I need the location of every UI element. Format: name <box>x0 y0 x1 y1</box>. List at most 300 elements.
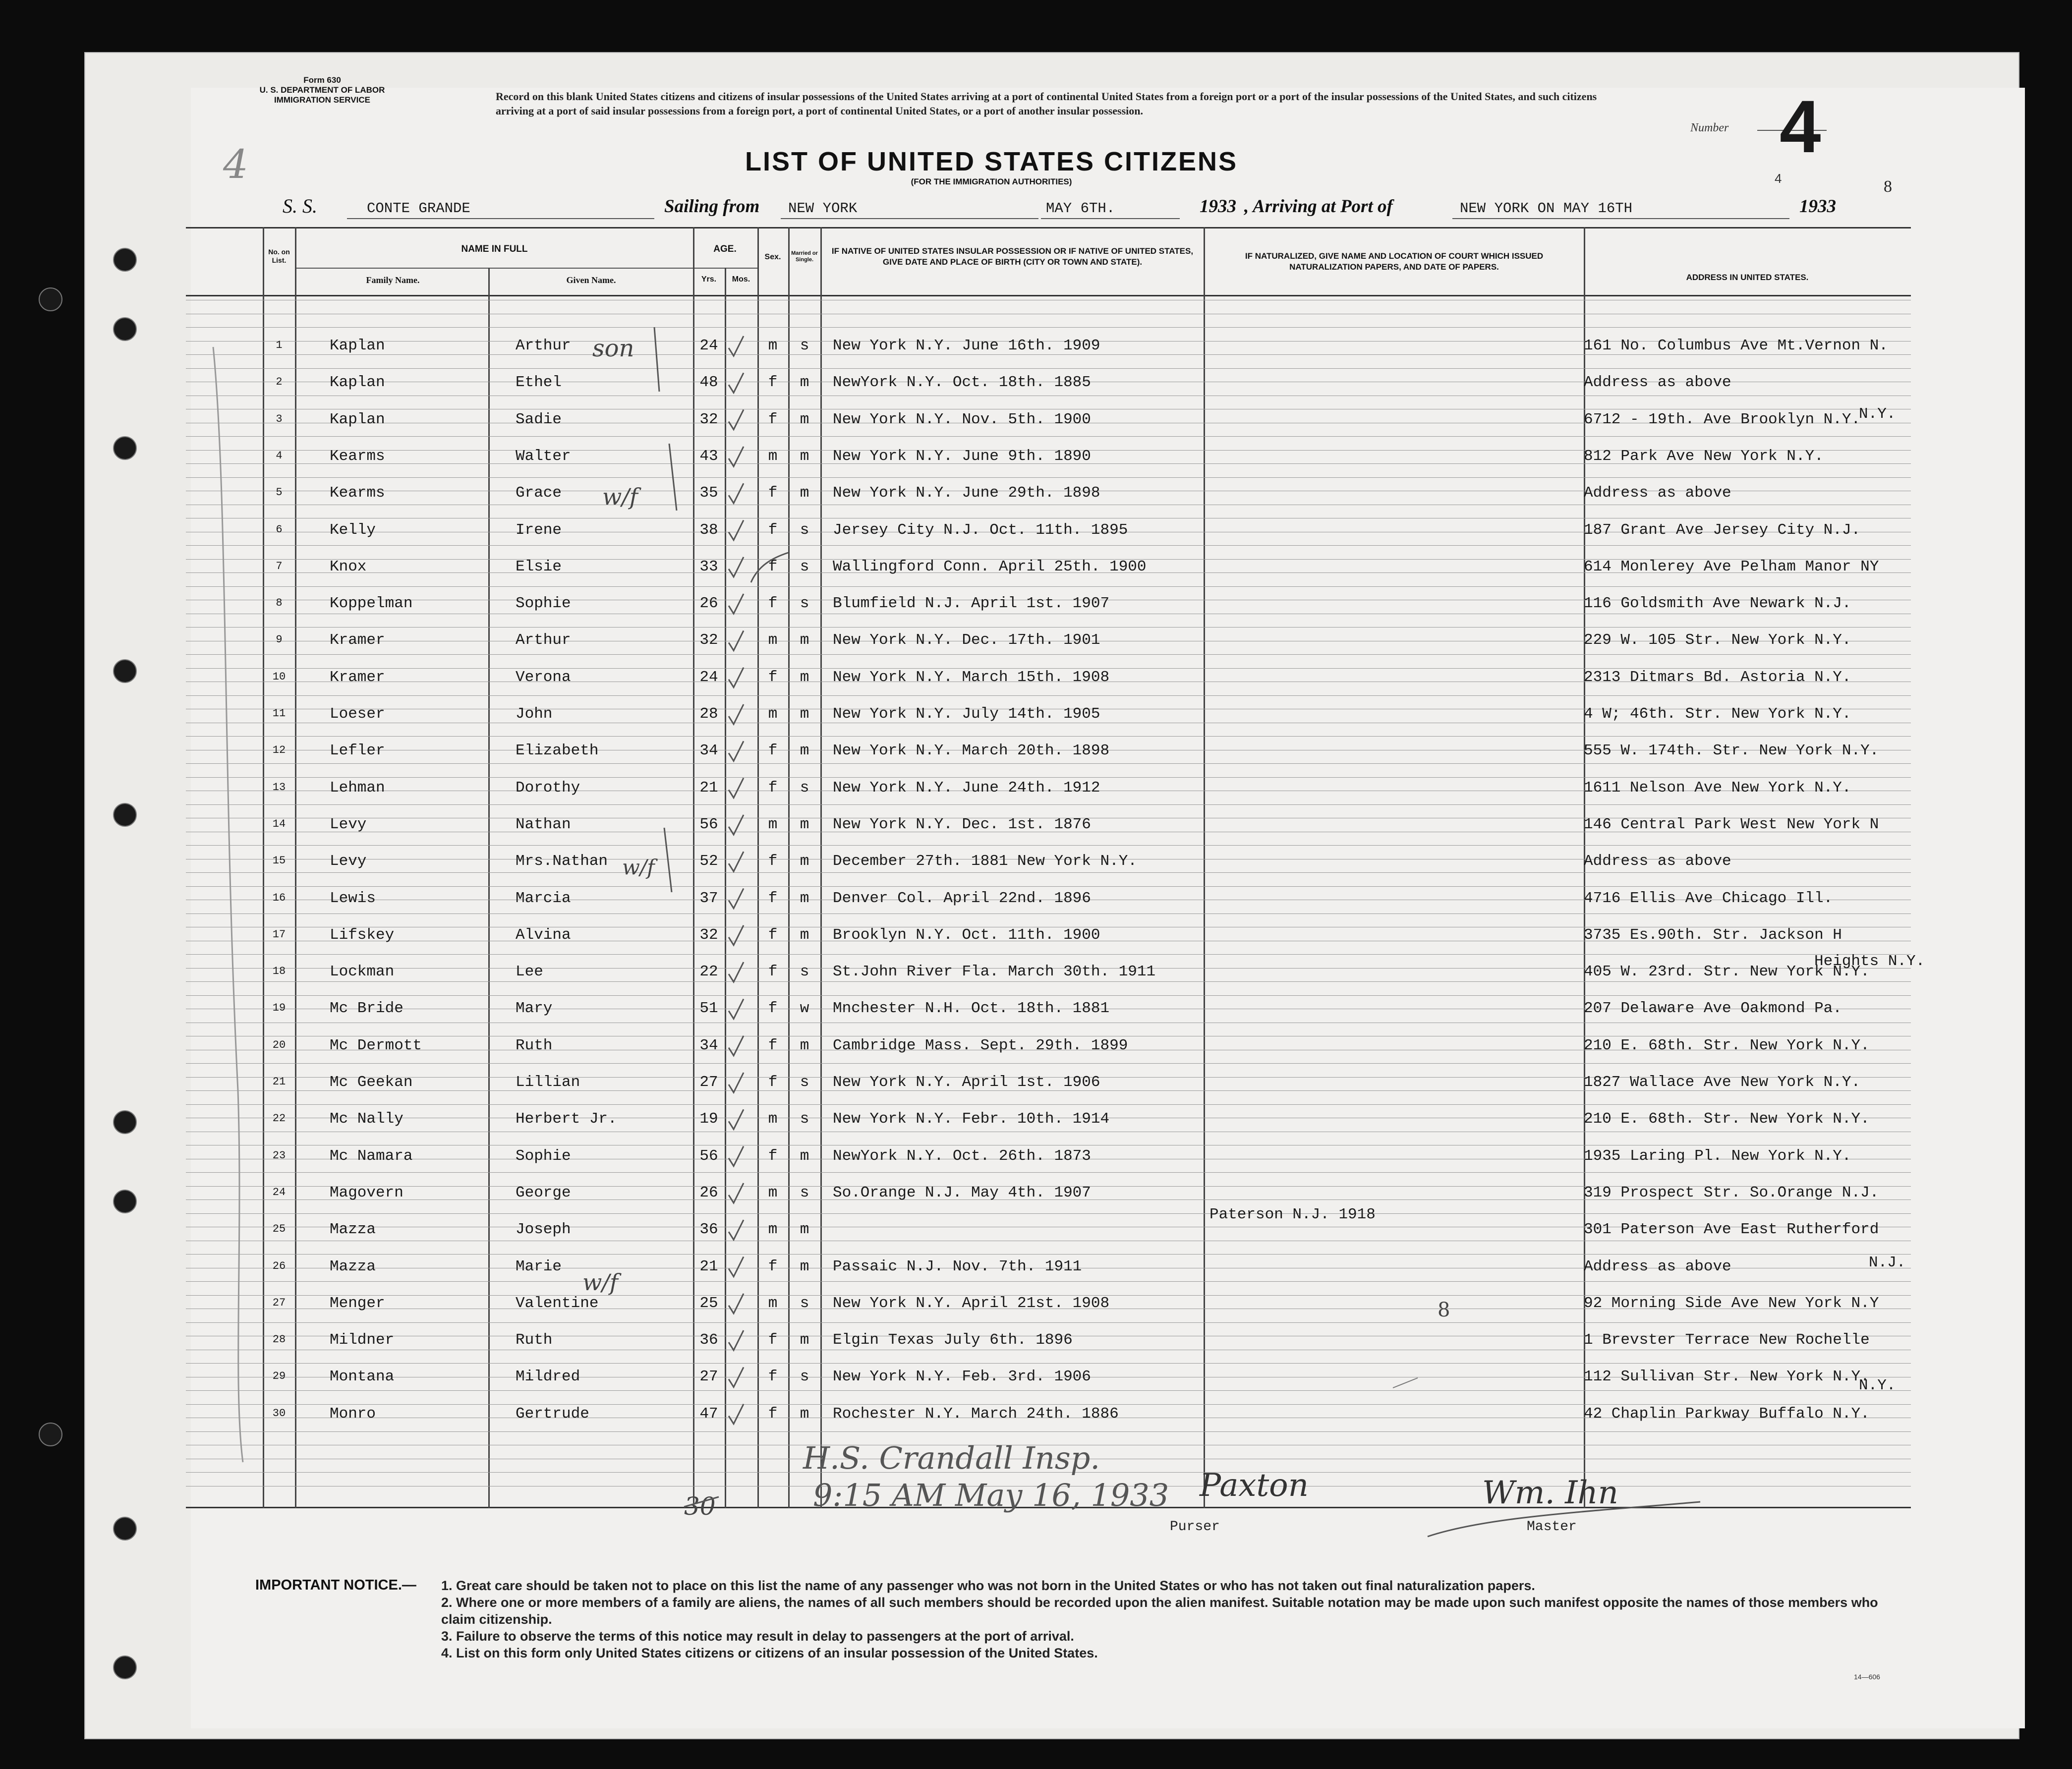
cell-addr: 146 Central Park West New York N <box>1584 815 1879 833</box>
cell-addr: 229 W. 105 Str. New York N.Y. <box>1584 631 1851 649</box>
cell-sex: f <box>768 742 778 760</box>
col-header-yrs: Yrs. <box>701 275 717 284</box>
cell-yrs: 34 <box>699 742 718 760</box>
cell-yrs: 37 <box>699 889 718 907</box>
cell-given: Sadie <box>516 410 562 428</box>
check-mark <box>729 704 744 724</box>
cell-given: Ethel <box>516 374 562 392</box>
cell-yrs: 27 <box>699 1074 718 1091</box>
check-mark <box>729 1109 744 1129</box>
cell-addr: 207 Delaware Ave Oakmond Pa. <box>1584 1000 1842 1018</box>
cell-yrs: 51 <box>699 1000 718 1018</box>
corner-number: 8 <box>1884 177 1892 196</box>
col-header-family: Family Name. <box>366 275 420 285</box>
cell-ms: m <box>800 1257 809 1275</box>
cell-birth: New York N.Y. Febr. 10th. 1914 <box>833 1110 1110 1128</box>
cell-sex: m <box>768 705 778 723</box>
cell-ms: m <box>800 926 809 944</box>
cell-no: 24 <box>272 1186 286 1198</box>
cell-family: Kramer <box>330 668 385 686</box>
cell-no: 18 <box>272 965 286 978</box>
cell-given: Lillian <box>516 1074 580 1091</box>
cell-family: Montana <box>330 1368 395 1386</box>
cell-addr: 116 Goldsmith Ave Newark N.J. <box>1584 595 1851 613</box>
cell-family: Levy <box>330 853 367 870</box>
cell-sex: f <box>768 963 778 981</box>
check-mark <box>729 1073 744 1092</box>
cell-yrs: 47 <box>699 1405 718 1423</box>
col-header-address: ADDRESS IN UNITED STATES. <box>1686 273 1809 282</box>
check-mark <box>729 962 744 982</box>
cell-sex: f <box>768 1074 778 1091</box>
cell-no: 1 <box>276 339 283 351</box>
cell-family: Mazza <box>330 1257 376 1275</box>
address-continuation: Heights N.Y. <box>1814 953 1925 970</box>
ss-label: S. S. <box>283 195 317 217</box>
cell-ms: m <box>800 484 809 502</box>
cell-family: Loeser <box>330 705 385 723</box>
cell-addr: 1827 Wallace Ave New York N.Y. <box>1584 1074 1861 1091</box>
cell-sex: f <box>768 1036 778 1054</box>
cell-no: 12 <box>272 744 286 757</box>
cell-given: George <box>516 1184 571 1201</box>
cell-given: Elsie <box>516 558 562 575</box>
cell-yrs: 21 <box>699 1257 718 1275</box>
col-header-mos: Mos. <box>732 275 750 284</box>
cell-no: 14 <box>272 817 286 830</box>
cell-family: Koppelman <box>330 595 413 613</box>
cell-addr: 6712 - 19th. Ave Brooklyn N.Y. <box>1584 410 1861 428</box>
cell-birth: Passaic N.J. Nov. 7th. 1911 <box>833 1257 1082 1275</box>
check-mark <box>729 778 744 798</box>
handwritten-note: w/f <box>622 855 655 879</box>
cell-no: 25 <box>272 1223 286 1236</box>
cell-addr: 405 W. 23rd. Str. New York N.Y. <box>1584 963 1870 981</box>
cell-sex: f <box>768 668 778 686</box>
cell-given: Dorothy <box>516 779 580 797</box>
form-code: 14—606 <box>1854 1673 1880 1681</box>
handwritten-note: w/f <box>602 483 638 510</box>
cell-family: Mc Bride <box>330 1000 403 1018</box>
cell-given: Alvina <box>516 926 571 944</box>
cell-no: 22 <box>272 1112 286 1125</box>
margin-note: 4 <box>223 141 248 187</box>
cell-family: Kaplan <box>330 410 385 428</box>
page-title: LIST OF UNITED STATES CITIZENS <box>745 147 1238 176</box>
cell-addr: 42 Chaplin Parkway Buffalo N.Y. <box>1584 1405 1870 1423</box>
cell-sex: f <box>768 926 778 944</box>
cell-no: 3 <box>276 412 283 425</box>
cell-nat: Paterson N.J. 1918 <box>1209 1206 1376 1224</box>
cell-addr: Address as above <box>1584 374 1731 392</box>
cell-addr: 112 Sullivan Str. New York N.Y. <box>1584 1368 1870 1386</box>
cell-sex: m <box>768 447 778 465</box>
cell-family: Kearms <box>330 484 385 502</box>
cell-given: Marie <box>516 1257 562 1275</box>
cell-no: 16 <box>272 891 286 904</box>
cell-sex: f <box>768 779 778 797</box>
check-mark <box>729 1036 744 1056</box>
check-mark <box>729 1257 744 1277</box>
cell-given: Grace <box>516 484 562 502</box>
cell-sex: f <box>768 484 778 502</box>
cell-family: Lewis <box>330 889 376 907</box>
list-number-sub: 4 <box>1775 171 1782 186</box>
cell-birth: New York N.Y. Dec. 17th. 1901 <box>833 631 1100 649</box>
cell-family: Lifskey <box>330 926 395 944</box>
col-header-birth: IF NATIVE OF UNITED STATES INSULAR POSSESSION OR IF NATIVE OF UNITED STATES, GIVE DATE AND PLACE OF BIRTH (CITY OR TOWN AND STATE). <box>831 246 1194 267</box>
cell-family: Menger <box>330 1294 385 1312</box>
cell-family: Kearms <box>330 447 385 465</box>
cell-family: Levy <box>330 815 367 833</box>
cell-birth: New York N.Y. June 9th. 1890 <box>833 447 1091 465</box>
cell-birth: New York N.Y. March 20th. 1898 <box>833 742 1110 760</box>
cell-family: Kaplan <box>330 337 385 354</box>
cell-given: Arthur <box>516 337 571 354</box>
cell-yrs: 24 <box>699 668 718 686</box>
cell-given: Lee <box>516 963 543 981</box>
cell-yrs: 21 <box>699 779 718 797</box>
col-header-sex: Sex. <box>764 253 781 261</box>
cell-birth: December 27th. 1881 New York N.Y. <box>833 853 1137 870</box>
cell-ms: m <box>800 447 809 465</box>
cell-ms: s <box>800 1074 809 1091</box>
cell-yrs: 22 <box>699 963 718 981</box>
sailing-year: 1933 <box>1200 196 1236 217</box>
cell-addr: Address as above <box>1584 484 1731 502</box>
cell-addr: 187 Grant Ave Jersey City N.J. <box>1584 521 1861 539</box>
cell-addr: 3735 Es.90th. Str. Jackson H <box>1584 926 1842 944</box>
cell-sex: f <box>768 1331 778 1349</box>
cell-birth: New York N.Y. July 14th. 1905 <box>833 705 1100 723</box>
cell-ms: s <box>800 595 809 613</box>
cell-sex: f <box>768 1368 778 1386</box>
cell-yrs: 27 <box>699 1368 718 1386</box>
cell-given: Mildred <box>516 1368 580 1386</box>
cell-birth: Rochester N.Y. March 24th. 1886 <box>833 1405 1119 1423</box>
cell-no: 2 <box>276 376 283 389</box>
cell-family: Mc Namara <box>330 1147 413 1165</box>
cell-addr: 1611 Nelson Ave New York N.Y. <box>1584 779 1851 797</box>
inspector-stamp: H.S. Crandall Insp. <box>803 1440 1100 1476</box>
cell-given: John <box>516 705 553 723</box>
cell-sex: f <box>768 558 778 575</box>
cell-ms: s <box>800 963 809 981</box>
cell-ms: m <box>800 853 809 870</box>
notice-item: 1. Great care should be taken not to place on this list the name of any passenger who was not born in the United States or who has not taken out final naturalization papers. <box>441 1578 1535 1593</box>
cell-yrs: 43 <box>699 447 718 465</box>
notice-heading: IMPORTANT NOTICE.— <box>255 1577 416 1593</box>
cell-addr: 1935 Laring Pl. New York N.Y. <box>1584 1147 1851 1165</box>
cell-sex: f <box>768 1000 778 1018</box>
cell-given: Nathan <box>516 815 571 833</box>
cell-yrs: 36 <box>699 1221 718 1239</box>
cell-no: 11 <box>272 707 286 720</box>
list-number: 4 <box>1780 85 1821 168</box>
cell-family: Mc Nally <box>330 1110 403 1128</box>
cell-ms: m <box>800 1221 809 1239</box>
notice-item: 4. List on this form only United States citizens or citizens of an insular possession of the United States. <box>441 1646 1098 1660</box>
cell-no: 27 <box>272 1296 286 1309</box>
cell-yrs: 56 <box>699 815 718 833</box>
cell-no: 23 <box>272 1149 286 1162</box>
cell-given: Sophie <box>516 1147 571 1165</box>
cell-birth: New York N.Y. March 15th. 1908 <box>833 668 1110 686</box>
cell-ms: m <box>800 889 809 907</box>
cell-addr: 319 Prospect Str. So.Orange N.J. <box>1584 1184 1879 1201</box>
check-mark <box>729 373 744 393</box>
cell-addr: 210 E. 68th. Str. New York N.Y. <box>1584 1110 1870 1128</box>
cell-addr: 614 Monlerey Ave Pelham Manor NY <box>1584 558 1879 575</box>
cell-no: 8 <box>276 597 283 610</box>
cell-family: Magovern <box>330 1184 403 1201</box>
col-header-married: Married or Single. <box>791 250 818 263</box>
cell-no: 13 <box>272 781 286 794</box>
cell-birth: New York N.Y. June 29th. 1898 <box>833 484 1100 502</box>
ship-name: CONTE GRANDE <box>367 200 470 217</box>
cell-addr: 4716 Ellis Ave Chicago Ill. <box>1584 889 1833 907</box>
cell-given: Walter <box>516 447 571 465</box>
service-name: IMMIGRATION SERVICE <box>274 95 370 105</box>
check-mark <box>729 889 744 909</box>
cell-no: 17 <box>272 928 286 941</box>
cell-given: Valentine <box>516 1294 599 1312</box>
cell-no: 30 <box>272 1407 286 1420</box>
cell-ms: m <box>800 1331 809 1349</box>
cell-addr: 2313 Ditmars Bd. Astoria N.Y. <box>1584 668 1851 686</box>
cell-addr: 92 Morning Side Ave New York N.Y <box>1584 1294 1879 1312</box>
cell-no: 4 <box>276 449 283 462</box>
cell-ms: m <box>800 374 809 392</box>
cell-ms: m <box>800 1405 809 1423</box>
check-mark <box>729 410 744 430</box>
arriving-year: 1933 <box>1799 196 1836 217</box>
cell-birth: Brooklyn N.Y. Oct. 11th. 1900 <box>833 926 1100 944</box>
cell-ms: s <box>800 521 809 539</box>
arriving-port: NEW YORK ON MAY 16TH <box>1460 200 1633 217</box>
cell-birth: NewYork N.Y. Oct. 26th. 1873 <box>833 1147 1091 1165</box>
address-continuation: N.Y. <box>1859 1377 1896 1394</box>
cell-yrs: 24 <box>699 337 718 354</box>
cell-ms: s <box>800 1184 809 1201</box>
cell-sex: m <box>768 631 778 649</box>
address-continuation: N.Y. <box>1859 405 1896 423</box>
cell-family: Mazza <box>330 1221 376 1239</box>
cell-sex: f <box>768 853 778 870</box>
cell-no: 7 <box>276 560 283 572</box>
cell-yrs: 52 <box>699 853 718 870</box>
cell-family: Mc Dermott <box>330 1036 422 1054</box>
sailing-date: MAY 6TH. <box>1046 200 1115 217</box>
cell-family: Kelly <box>330 521 376 539</box>
cell-no: 10 <box>272 670 286 683</box>
check-mark <box>729 630 744 650</box>
number-label: Number <box>1690 121 1729 134</box>
cell-no: 26 <box>272 1259 286 1272</box>
cell-birth: So.Orange N.J. May 4th. 1907 <box>833 1184 1091 1201</box>
cell-ms: m <box>800 1036 809 1054</box>
handwritten-note: w/f <box>582 1269 618 1296</box>
check-mark <box>729 1294 744 1313</box>
cell-ms: m <box>800 631 809 649</box>
check-mark <box>729 447 744 466</box>
master-label: Master <box>1527 1519 1577 1535</box>
check-mark <box>729 1183 744 1203</box>
cell-no: 29 <box>272 1370 286 1383</box>
cell-addr: 161 No. Columbus Ave Mt.Vernon N. <box>1584 337 1888 354</box>
cell-no: 20 <box>272 1038 286 1051</box>
cell-addr: 812 Park Ave New York N.Y. <box>1584 447 1824 465</box>
cell-no: 9 <box>276 633 283 646</box>
passenger-count: 30 <box>684 1492 716 1521</box>
cell-given: Herbert Jr. <box>516 1110 617 1128</box>
cell-family: Knox <box>330 558 367 575</box>
cell-birth: Wallingford Conn. April 25th. 1900 <box>833 558 1147 575</box>
col-header-naturalized: IF NATURALIZED, GIVE NAME AND LOCATION OF COURT WHICH ISSUED NATURALIZATION PAPERS, AND DATE OF PAPERS. <box>1245 251 1544 272</box>
cell-no: 28 <box>272 1333 286 1346</box>
check-mark <box>729 557 744 577</box>
page-subtitle: (FOR THE IMMIGRATION AUTHORITIES) <box>911 177 1072 186</box>
notice-item: 2. Where one or more members of a family are aliens, the names of all such members should be recorded upon the alien manifest. Suitable notation may be made upon such manifest opposite the names of those members who claim citizenship. <box>441 1595 1878 1627</box>
cell-birth: Cambridge Mass. Sept. 29th. 1899 <box>833 1036 1128 1054</box>
cell-no: 6 <box>276 523 283 536</box>
cell-sex: f <box>768 410 778 428</box>
cell-family: Kaplan <box>330 374 385 392</box>
cell-ms: m <box>800 705 809 723</box>
cell-sex: f <box>768 595 778 613</box>
cell-ms: m <box>800 742 809 760</box>
department-name: U. S. DEPARTMENT OF LABOR <box>259 85 385 95</box>
cell-ms: s <box>800 1368 809 1386</box>
cell-sex: f <box>768 889 778 907</box>
cell-yrs: 26 <box>699 1184 718 1201</box>
cell-family: Lehman <box>330 779 385 797</box>
cell-yrs: 32 <box>699 410 718 428</box>
cell-ms: m <box>800 410 809 428</box>
form-number: Form 630 <box>303 75 341 85</box>
cell-birth: New York N.Y. June 16th. 1909 <box>833 337 1100 354</box>
check-mark <box>729 1367 744 1387</box>
cell-yrs: 56 <box>699 1147 718 1165</box>
cell-birth: Mnchester N.H. Oct. 18th. 1881 <box>833 1000 1110 1018</box>
cell-ms: s <box>800 779 809 797</box>
cell-birth: Elgin Texas July 6th. 1896 <box>833 1331 1073 1349</box>
cell-family: Monro <box>330 1405 376 1423</box>
cell-ms: m <box>800 1147 809 1165</box>
cell-sex: f <box>768 1405 778 1423</box>
cell-birth: New York N.Y. Feb. 3rd. 1906 <box>833 1368 1091 1386</box>
cell-sex: f <box>768 521 778 539</box>
handwritten-mark: 8 <box>1438 1299 1450 1321</box>
cell-birth: New York N.Y. June 24th. 1912 <box>833 779 1100 797</box>
cell-birth: New York N.Y. April 21st. 1908 <box>833 1294 1110 1312</box>
cell-yrs: 36 <box>699 1331 718 1349</box>
cell-yrs: 34 <box>699 1036 718 1054</box>
cell-given: Irene <box>516 521 562 539</box>
check-mark <box>729 1220 744 1240</box>
cell-sex: m <box>768 1294 778 1312</box>
cell-sex: m <box>768 815 778 833</box>
cell-given: Marcia <box>516 889 571 907</box>
cell-sex: f <box>768 374 778 392</box>
check-mark <box>729 668 744 687</box>
arriving-label: , Arriving at Port of <box>1244 196 1393 217</box>
cell-birth: NewYork N.Y. Oct. 18th. 1885 <box>833 374 1091 392</box>
cell-ms: w <box>800 1000 809 1018</box>
handwritten-note: son <box>592 335 634 362</box>
purser-label: Purser <box>1170 1519 1220 1535</box>
cell-yrs: 33 <box>699 558 718 575</box>
notice-item: 3. Failure to observe the terms of this notice may result in delay to passengers at the port of arrival. <box>441 1629 1074 1644</box>
cell-ms: s <box>800 337 809 354</box>
instructions-text: Record on this blank United States citizens and citizens of insular possessions of the United States arriving at a port of continental United States from a foreign port or a port of the insular possessions of the United States, and such citizens arriving at a port of said insular possessions from a foreign port, a port of continental United States, or a port of another insular possession. <box>496 90 1597 117</box>
cell-given: Mary <box>516 1000 553 1018</box>
check-mark <box>729 999 744 1019</box>
cell-family: Mildner <box>330 1331 395 1349</box>
col-header-given: Given Name. <box>566 275 616 285</box>
cell-ms: s <box>800 1110 809 1128</box>
cell-ms: m <box>800 668 809 686</box>
col-header-no: No. on List. <box>268 248 290 264</box>
cell-birth: Blumfield N.J. April 1st. 1907 <box>833 595 1110 613</box>
notice-items <box>441 1577 1879 1661</box>
cell-yrs: 38 <box>699 521 718 539</box>
cell-family: Kramer <box>330 631 385 649</box>
cell-yrs: 28 <box>699 705 718 723</box>
check-mark <box>729 852 744 871</box>
check-mark <box>729 336 744 356</box>
cell-addr: Address as above <box>1584 1257 1731 1275</box>
cell-family: Lockman <box>330 963 395 981</box>
cell-yrs: 32 <box>699 926 718 944</box>
cell-addr: 4 W; 46th. Str. New York N.Y. <box>1584 705 1851 723</box>
cell-given: Mrs.Nathan <box>516 853 608 870</box>
cell-given: Joseph <box>516 1221 571 1239</box>
col-header-age: AGE. <box>713 244 737 254</box>
check-mark <box>729 1146 744 1166</box>
sailing-label: Sailing from <box>664 196 760 217</box>
cell-birth: New York N.Y. Dec. 1st. 1876 <box>833 815 1091 833</box>
check-mark <box>729 594 744 614</box>
cell-ms: s <box>800 558 809 575</box>
purser-signature: Paxton <box>1200 1467 1309 1504</box>
cell-sex: m <box>768 337 778 354</box>
cell-no: 15 <box>272 855 286 867</box>
cell-sex: m <box>768 1221 778 1239</box>
check-mark <box>729 1404 744 1424</box>
sailing-port: NEW YORK <box>788 200 858 217</box>
cell-family: Mc Geekan <box>330 1074 413 1091</box>
cell-given: Ruth <box>516 1331 553 1349</box>
address-continuation: N.J. <box>1869 1254 1906 1271</box>
cell-addr: Address as above <box>1584 853 1731 870</box>
col-header-name: NAME IN FULL <box>461 244 528 254</box>
cell-birth: Jersey City N.J. Oct. 11th. 1895 <box>833 521 1128 539</box>
check-mark <box>729 520 744 540</box>
cell-given: Elizabeth <box>516 742 599 760</box>
cell-birth: Denver Col. April 22nd. 1896 <box>833 889 1091 907</box>
check-mark <box>729 1330 744 1350</box>
check-mark <box>729 815 744 835</box>
check-mark <box>729 741 744 761</box>
cell-no: 19 <box>272 1002 286 1015</box>
cell-given: Arthur <box>516 631 571 649</box>
cell-addr: 210 E. 68th. Str. New York N.Y. <box>1584 1036 1870 1054</box>
inspection-timestamp: 9:15 AM May 16, 1933 <box>813 1477 1169 1513</box>
cell-no: 5 <box>276 486 283 499</box>
cell-sex: f <box>768 1257 778 1275</box>
cell-ms: s <box>800 1294 809 1312</box>
